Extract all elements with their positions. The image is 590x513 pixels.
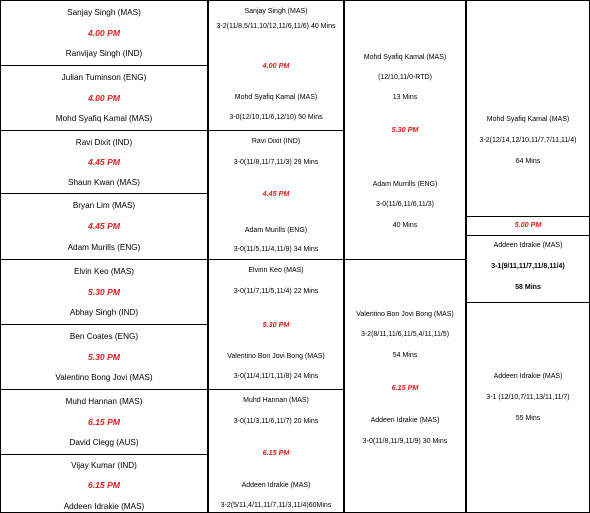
final-time-cell — [466, 216, 590, 236]
match-time: 4.45 PM — [87, 221, 120, 231]
final-duration: 58 Mins — [515, 284, 541, 291]
player-name: Bryan Lim (MAS) — [72, 201, 136, 210]
match-time: 5.30 PM — [262, 320, 290, 329]
match-time: 5.30 PM — [87, 352, 120, 362]
match-duration: 55 Mins — [515, 415, 541, 422]
match-score: 3-0(11/8,11/7,11/3) 29 Mins — [233, 159, 319, 166]
match-time: 4.00 PM — [87, 93, 120, 103]
winner-name: Mohd Syafiq Kamal (MAS) — [486, 116, 570, 123]
match-time: 4.45 PM — [87, 157, 120, 167]
winner-name: Ravi Dixit (IND) — [251, 138, 301, 145]
match-duration: 13 Mins — [392, 94, 418, 101]
player-name: Muhd Hannan (MAS) — [65, 397, 143, 406]
winner-name: Addeen Idrakie (MAS) — [493, 373, 563, 380]
match-score: 3-1 (12/10,7/11,13/11,11/7) — [486, 394, 570, 401]
match-score: 3-0(11/6,11/6,11/3) — [376, 201, 434, 208]
winner-name: Mohd Syafiq Kamal (MAS) — [234, 94, 318, 101]
match-time: 5.30 PM — [391, 125, 419, 134]
match-score: 3-0(11/7,11/5,11/4) 22 Mins — [233, 288, 319, 295]
final-result-card — [466, 235, 590, 303]
match-score: 3-0(11/4,11/1,11/8) 24 Mins — [233, 373, 319, 380]
winner-name: Adam Murills (ENG) — [244, 227, 308, 234]
player-name: David Clegg (AUS) — [69, 438, 139, 447]
match-card — [0, 0, 208, 66]
match-score: 3-0(12/10,11/6,12/10) 50 Mins — [229, 114, 323, 121]
match-score: (12/10,11/0-RTD) — [378, 74, 432, 81]
player-name: Valentino Bong Jovi (MAS) — [55, 373, 153, 382]
match-score: 3-0(11/5,11/4,11/9) 34 Mins — [233, 246, 319, 253]
match-time: 6.15 PM — [87, 480, 120, 490]
final-score: 3-1(9/11,11/7,11/8,11/4) — [491, 263, 565, 270]
winner-name: Muhd Hannan (MAS) — [243, 397, 309, 404]
match-card — [208, 130, 344, 260]
match-duration: 64 Mins — [515, 158, 541, 165]
winner-name: Mohd Syafiq Kamal (MAS) — [363, 54, 447, 61]
winner-name: Valentino Bon Jovi Bong (MAS) — [227, 353, 325, 360]
winner-name: Elvinn Keo (MAS) — [248, 267, 304, 274]
round-1-column — [0, 0, 208, 513]
match-score: 3-0(11/8,11/9,11/9) 30 Mins — [362, 438, 448, 445]
player-name: Vijay Kumar (IND) — [71, 461, 137, 470]
match-card — [0, 389, 208, 455]
match-card — [466, 302, 590, 513]
player-name: Adam Murills (ENG) — [67, 243, 141, 252]
winner-name: Adam Murrills (ENG) — [372, 181, 438, 188]
player-name: Sanjay Singh (MAS) — [67, 8, 141, 17]
player-name: Abhay Singh (IND) — [69, 308, 139, 317]
round-4-column — [466, 0, 590, 513]
player-name: Ravi Dixit (IND) — [75, 138, 133, 147]
match-score: 3-2(11/8,5/11,10/12,11/6,11/6) 40 Mins — [216, 23, 336, 30]
match-score: 3-2(5/11,4/11,11/7,11/3,11/4)60Mins — [220, 502, 332, 509]
champion-name: Addeen Idrakie (MAS) — [493, 242, 563, 249]
match-time: 5.00 PM — [514, 220, 542, 229]
match-card — [0, 259, 208, 325]
match-card — [344, 0, 466, 260]
round-2-column — [208, 0, 344, 513]
match-card — [0, 193, 208, 260]
match-duration: 54 Mins — [392, 352, 418, 359]
match-time: 6.15 PM — [391, 383, 419, 392]
match-time: 4.00 PM — [262, 61, 290, 70]
match-card — [208, 389, 344, 513]
winner-name: Addeen Idrakie (MAS) — [370, 417, 440, 424]
match-duration: 40 Mins — [392, 222, 418, 229]
match-card — [466, 0, 590, 217]
match-score: 3-2(8/11,11/6,11/5,4/11,11/5) — [360, 331, 450, 338]
winner-name: Addeen Idrakie (MAS) — [241, 482, 311, 489]
match-card — [0, 324, 208, 390]
winner-name: Sanjay Singh (MAS) — [244, 8, 308, 15]
round-3-column — [344, 0, 466, 513]
player-name: Shaun Kwan (MAS) — [68, 178, 140, 187]
match-time: 6.15 PM — [262, 448, 290, 457]
match-card — [0, 65, 208, 131]
match-time: 6.15 PM — [87, 417, 120, 427]
match-score: 3-2(12/14,12/10,11/7,7/11,11/4) — [479, 137, 577, 144]
match-time: 5.30 PM — [87, 287, 120, 297]
match-card — [0, 454, 208, 513]
player-name: Elvin Keo (MAS) — [73, 267, 135, 276]
player-name: Ranvijay Singh (IND) — [65, 49, 143, 58]
match-card — [344, 259, 466, 513]
player-name: Ben Coates (ENG) — [69, 332, 139, 341]
match-time: 4.45 PM — [262, 189, 290, 198]
player-name: Julian Tuminson (ENG) — [61, 73, 147, 82]
player-name: Mohd Syafiq Kamal (MAS) — [55, 114, 153, 123]
winner-name: Valentino Bon Jovi Bong (MAS) — [356, 311, 454, 318]
player-name: Addeen Idrakie (MAS) — [63, 502, 145, 511]
match-time: 4.00 PM — [87, 28, 120, 38]
match-card — [208, 259, 344, 390]
match-score: 3-0(11/3,11/6,11/7) 20 Mins — [233, 418, 319, 425]
match-card — [0, 130, 208, 194]
match-card — [208, 0, 344, 131]
